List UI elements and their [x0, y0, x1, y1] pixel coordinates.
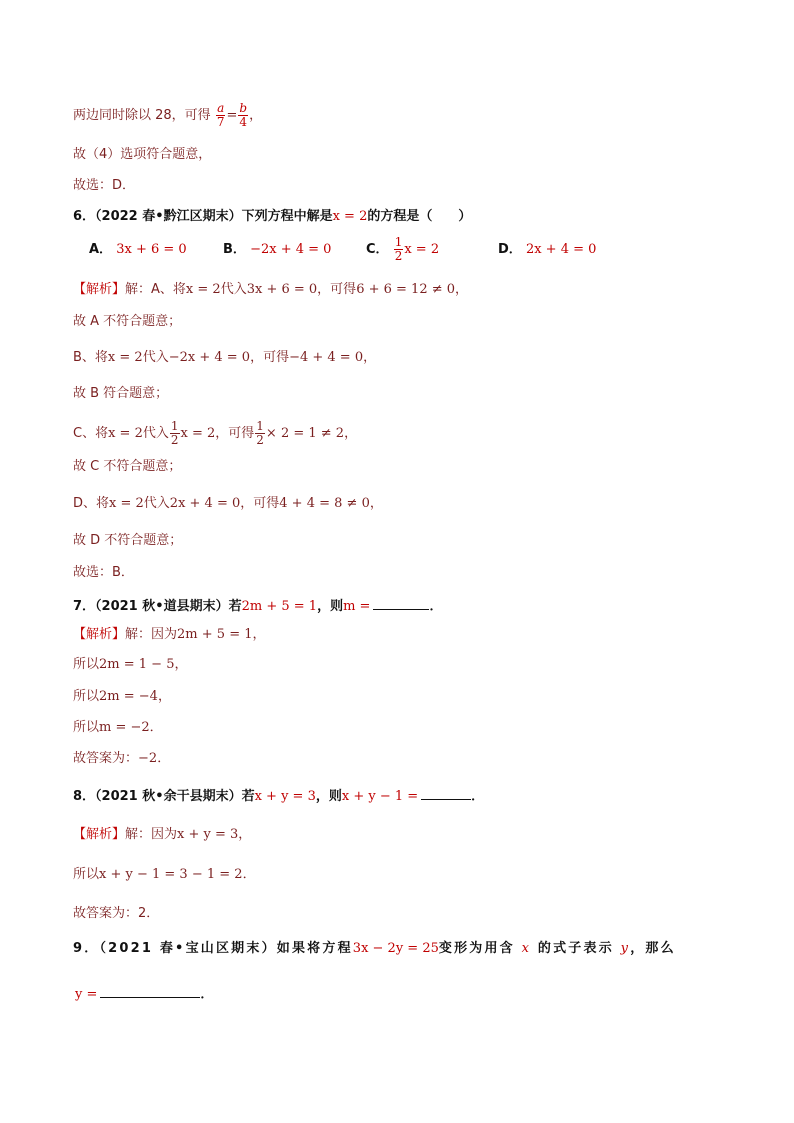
option-d: D． 2x + 4 = 0 [498, 242, 597, 257]
analysis-tag: 【解析】 [73, 282, 126, 297]
question-number: 6． [73, 209, 96, 224]
analysis-line: 故选：B． [73, 565, 134, 580]
analysis-tag: 【解析】 [73, 627, 126, 642]
analysis-line: 故答案为：2． [73, 906, 160, 921]
analysis-line: 所以x + y − 1 = 3 − 1 = 2． [73, 867, 256, 882]
analysis-line: 所以2m = −4， [73, 689, 171, 704]
question-stem: 的方程是（ ） [367, 209, 472, 224]
answer-text: 两边同时除以 28，可得 [73, 108, 211, 123]
answer-line [73, 102, 262, 129]
question-9: 9．（2021 春•宝山区期末）如果将方程3x − 2y = 25变形为用含 x 的式子表示 y，那么 [73, 941, 676, 956]
analysis-tag: 【解析】 [73, 827, 126, 842]
fraction: $\frac{a}{7}$ [216, 101, 225, 129]
question-8: 8．（2021 秋•余干县期末）若x + y = 3，则x + y − 1 = ． [73, 789, 485, 804]
question-6 [73, 209, 471, 225]
analysis-line: 所以m = −2． [73, 720, 163, 735]
options-row [73, 235, 723, 266]
question-stem: 下列方程中解是 [241, 209, 333, 224]
option-a: A． 3x + 6 = 0 [89, 242, 187, 257]
analysis-line: 【解析】解：因为x + y = 3， [73, 827, 252, 842]
analysis-line: 故 B 符合题意； [73, 386, 169, 401]
answer-line: 故（4）选项符合题意， [73, 147, 212, 162]
answer-blank [421, 787, 471, 800]
math-expr: x = 2 [332, 209, 368, 224]
analysis-line: 所以2m = 1 − 5， [73, 657, 188, 672]
analysis-line: B、将x = 2代入−2x + 4 = 0，可得−4 + 4 = 0， [73, 350, 377, 365]
question-9-answer-line: y = ． [75, 987, 214, 1002]
option-c: C． $\frac{1}{2}$ x = 2 [366, 235, 440, 263]
equals-sign: = [226, 108, 238, 123]
analysis-line: 故 C 不符合题意； [73, 459, 182, 474]
analysis-line: C、将x = 2代入 $\frac{1}{2}$ x = 2，可得 $\frac{1}{2}$ × 2 = 1 ≠ 2， [73, 419, 358, 447]
punctuation: ， [249, 108, 263, 123]
answer-line: 故选：D． [73, 178, 136, 193]
analysis-line: D、将x = 2代入2x + 4 = 0，可得4 + 4 = 8 ≠ 0， [73, 496, 383, 511]
question-7: 7．（2021 秋•道县期末）若2m + 5 = 1，则m = ． [73, 599, 443, 614]
analysis-line: 故 D 不符合题意； [73, 533, 183, 548]
analysis-line: 故 A 不符合题意； [73, 314, 182, 329]
answer-blank [373, 597, 429, 610]
fraction: $\frac{b}{4}$ [239, 101, 248, 129]
question-source: （2022 春•黔江区期末） [95, 209, 242, 224]
analysis-line: 【解析】解：A、将x = 2代入3x + 6 = 0，可得6 + 6 = 12 ≠ 0， [73, 282, 469, 297]
analysis-line: 故答案为：−2． [73, 751, 171, 766]
answer-blank [100, 985, 200, 998]
analysis-line: 【解析】解：因为2m + 5 = 1， [73, 627, 266, 642]
option-b: B． −2x + 4 = 0 [223, 242, 332, 257]
